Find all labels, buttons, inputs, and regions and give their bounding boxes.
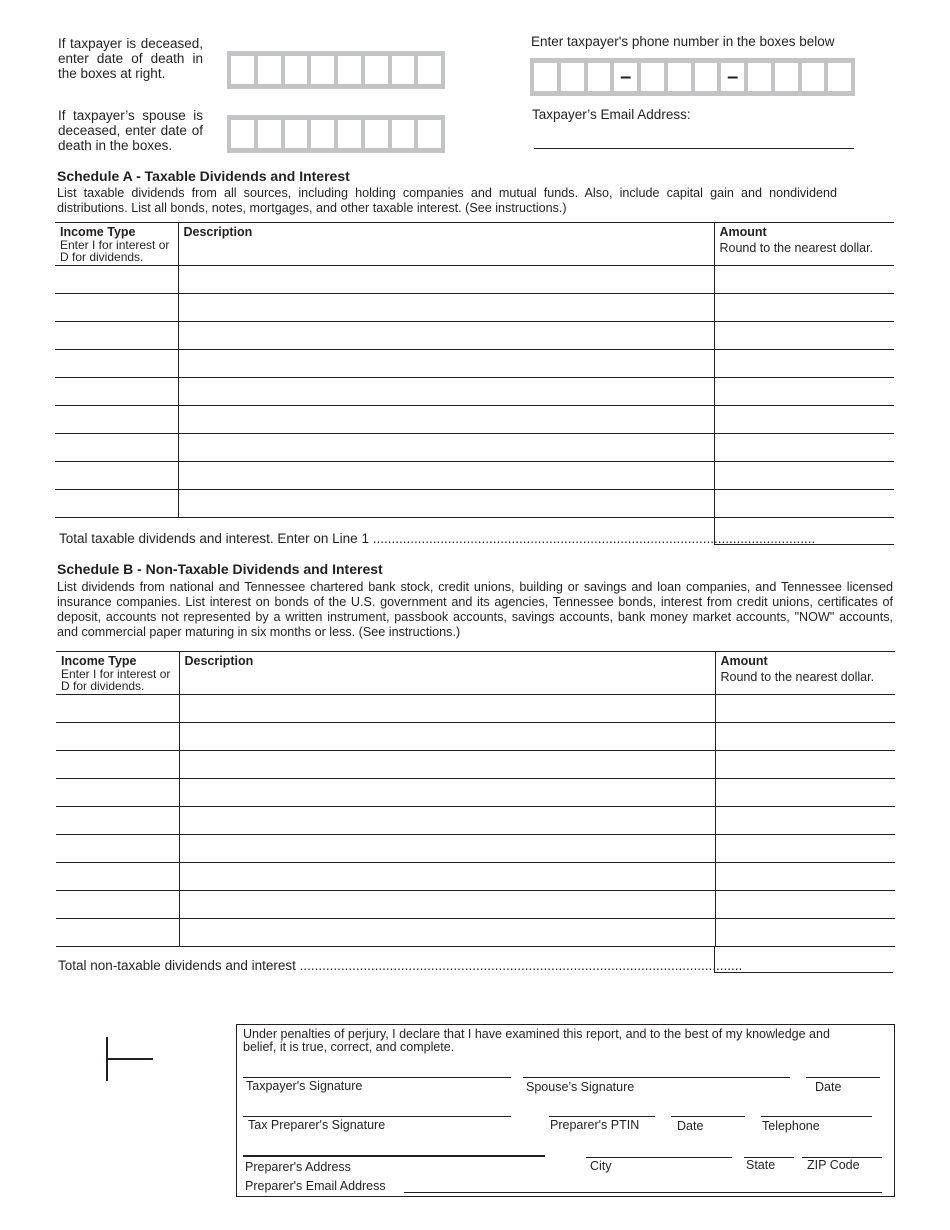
phone-box[interactable] bbox=[748, 63, 771, 91]
income-type-cell[interactable] bbox=[56, 723, 179, 751]
description-header: Description bbox=[179, 652, 715, 695]
description-cell[interactable] bbox=[178, 294, 714, 322]
date-box[interactable] bbox=[392, 120, 415, 148]
amount-cell[interactable] bbox=[715, 863, 895, 891]
taxpayer-date-line[interactable] bbox=[806, 1077, 880, 1078]
table-row[interactable] bbox=[56, 863, 895, 891]
schedule-b-description: List dividends from national and Tennessee chartered bank stock, credit unions, building or savings and loan companies, and Tennessee licensed insurance companies. List interest on bonds of the U.S. government and its agencies, Tennessee bonds, interest from credit unions, certificates of deposit, accounts not represented by a written instrument, passbook accounts, savings accounts, bank money market accounts, "NOW" accounts, and commercial paper maturing in six months or less. (See instructions.) bbox=[57, 580, 893, 639]
amount-cell[interactable] bbox=[714, 406, 894, 434]
schedule-a-description: List taxable dividends from all sources, including holding companies and mutual funds. Also, include capital gain and nondividend distributions. List all bonds, notes, mortgages, and other taxable interest. (See instructions.) bbox=[57, 186, 837, 215]
schedule-b-total-amount[interactable] bbox=[714, 946, 893, 973]
table-row[interactable] bbox=[55, 462, 894, 490]
phone-box[interactable] bbox=[695, 63, 718, 91]
description-cell[interactable] bbox=[179, 751, 715, 779]
amount-cell[interactable] bbox=[715, 779, 895, 807]
table-row[interactable] bbox=[55, 434, 894, 462]
phone-number-boxes[interactable] bbox=[530, 58, 855, 96]
table-row[interactable] bbox=[55, 350, 894, 378]
perjury-declaration: Under penalties of perjury, I declare that I have examined this report, and to the best of my knowledge and belief, it is true, correct, and complete. bbox=[243, 1027, 830, 1054]
description-cell[interactable] bbox=[178, 378, 714, 406]
income-type-cell[interactable] bbox=[55, 490, 178, 518]
schedule-a-title: Schedule A - Taxable Dividends and Interest bbox=[57, 168, 350, 184]
amount-cell[interactable] bbox=[715, 751, 895, 779]
description-cell[interactable] bbox=[178, 266, 714, 294]
city-label: City bbox=[590, 1159, 612, 1173]
amount-cell[interactable] bbox=[714, 322, 894, 350]
phone-label: Enter taxpayer's phone number in the boxes below bbox=[531, 34, 835, 49]
description-cell[interactable] bbox=[178, 490, 714, 518]
date-box[interactable] bbox=[338, 120, 361, 148]
spouse-death-date-boxes[interactable] bbox=[227, 115, 445, 153]
income-type-cell[interactable] bbox=[56, 835, 179, 863]
amount-cell[interactable] bbox=[715, 891, 895, 919]
income-type-cell[interactable] bbox=[55, 350, 178, 378]
preparer-ptin-label: Preparer's PTIN bbox=[550, 1118, 640, 1132]
date-box[interactable] bbox=[365, 120, 388, 148]
state-label: State bbox=[746, 1158, 776, 1172]
phone-box[interactable] bbox=[641, 63, 664, 91]
preparer-signature-label: Tax Preparer's Signature bbox=[248, 1118, 386, 1132]
income-type-cell[interactable] bbox=[55, 378, 178, 406]
spouse-signature-line[interactable] bbox=[523, 1077, 790, 1078]
amount-cell[interactable] bbox=[715, 807, 895, 835]
taxpayer-signature-label: Taxpayer's Signature bbox=[246, 1079, 363, 1093]
amount-cell[interactable] bbox=[715, 695, 895, 723]
date-box[interactable] bbox=[365, 56, 388, 84]
date-box[interactable] bbox=[258, 56, 281, 84]
taxpayer-date-label: Date bbox=[815, 1080, 842, 1094]
registration-mark-horizontal bbox=[106, 1058, 153, 1060]
telephone-label: Telephone bbox=[762, 1119, 820, 1133]
table-row[interactable] bbox=[56, 723, 895, 751]
income-type-cell[interactable] bbox=[55, 406, 178, 434]
amount-header: Amount Round to the nearest dollar. bbox=[715, 652, 895, 695]
email-line[interactable] bbox=[534, 148, 854, 149]
phone-separator: – bbox=[721, 63, 744, 91]
income-type-cell[interactable] bbox=[55, 434, 178, 462]
preparer-signature-line[interactable] bbox=[243, 1116, 511, 1117]
date-box[interactable] bbox=[311, 56, 334, 84]
table-row[interactable] bbox=[56, 695, 895, 723]
description-cell[interactable] bbox=[179, 835, 715, 863]
schedule-b-table bbox=[56, 651, 895, 947]
preparer-ptin-line[interactable] bbox=[549, 1116, 655, 1117]
phone-box[interactable] bbox=[534, 63, 557, 91]
table-row[interactable] bbox=[55, 378, 894, 406]
amount-cell[interactable] bbox=[714, 378, 894, 406]
preparer-address-label: Preparer's Address bbox=[245, 1160, 351, 1174]
description-cell[interactable] bbox=[178, 406, 714, 434]
description-cell[interactable] bbox=[179, 723, 715, 751]
table-row[interactable] bbox=[55, 294, 894, 322]
table-row[interactable] bbox=[55, 322, 894, 350]
spouse-death-label: If taxpayer’s spouse is deceased, enter date of death in the boxes. bbox=[58, 108, 203, 153]
date-box[interactable] bbox=[418, 56, 441, 84]
date-box[interactable] bbox=[285, 56, 308, 84]
date-box[interactable] bbox=[231, 120, 254, 148]
income-type-cell[interactable] bbox=[56, 751, 179, 779]
date-box[interactable] bbox=[311, 120, 334, 148]
income-type-cell[interactable] bbox=[56, 863, 179, 891]
email-label: Taxpayer’s Email Address: bbox=[532, 107, 691, 122]
schedule-b-total-label: Total non-taxable dividends and interest ...................................................................................................................... bbox=[58, 958, 743, 973]
description-cell[interactable] bbox=[178, 434, 714, 462]
preparer-date-label: Date bbox=[677, 1119, 704, 1133]
phone-separator: – bbox=[614, 63, 637, 91]
description-cell[interactable] bbox=[179, 807, 715, 835]
amount-cell[interactable] bbox=[714, 490, 894, 518]
preparer-email-label: Preparer's Email Address bbox=[245, 1179, 386, 1193]
amount-cell[interactable] bbox=[714, 294, 894, 322]
date-box[interactable] bbox=[418, 120, 441, 148]
table-row[interactable] bbox=[56, 891, 895, 919]
table-row[interactable] bbox=[56, 779, 895, 807]
table-row[interactable] bbox=[56, 835, 895, 863]
income-type-cell[interactable] bbox=[56, 695, 179, 723]
date-box[interactable] bbox=[258, 120, 281, 148]
amount-cell[interactable] bbox=[715, 723, 895, 751]
schedule-a-total-amount[interactable] bbox=[714, 517, 894, 545]
amount-cell[interactable] bbox=[715, 919, 895, 947]
zip-label: ZIP Code bbox=[807, 1158, 860, 1172]
spouse-signature-label: Spouse’s Signature bbox=[526, 1080, 635, 1094]
income-type-cell[interactable] bbox=[55, 266, 178, 294]
schedule-a-total-label: Total taxable dividends and interest. Enter on Line 1 ...................................................................................................................... bbox=[59, 531, 816, 546]
amount-header: Amount Round to the nearest dollar. bbox=[714, 223, 894, 266]
preparer-email-line[interactable] bbox=[404, 1192, 882, 1193]
amount-cell[interactable] bbox=[714, 350, 894, 378]
income-type-cell[interactable] bbox=[55, 322, 178, 350]
preparer-date-line[interactable] bbox=[671, 1116, 745, 1117]
description-cell[interactable] bbox=[179, 863, 715, 891]
schedule-b-title: Schedule B - Non-Taxable Dividends and Interest bbox=[57, 561, 383, 577]
amount-cell[interactable] bbox=[714, 266, 894, 294]
taxpayer-death-date-boxes[interactable] bbox=[227, 51, 445, 89]
description-cell[interactable] bbox=[179, 891, 715, 919]
taxpayer-death-label: If taxpayer is deceased, enter date of death in the boxes at right. bbox=[58, 36, 203, 81]
amount-cell[interactable] bbox=[714, 434, 894, 462]
schedule-a-header-row bbox=[55, 223, 894, 266]
schedule-a-table bbox=[55, 222, 894, 518]
phone-box[interactable] bbox=[668, 63, 691, 91]
table-row[interactable] bbox=[55, 406, 894, 434]
city-line[interactable] bbox=[586, 1157, 732, 1158]
phone-box[interactable] bbox=[588, 63, 611, 91]
income-type-cell[interactable] bbox=[56, 807, 179, 835]
telephone-line[interactable] bbox=[761, 1116, 872, 1117]
description-cell[interactable] bbox=[179, 779, 715, 807]
description-cell[interactable] bbox=[179, 695, 715, 723]
phone-box[interactable] bbox=[561, 63, 584, 91]
preparer-address-line[interactable] bbox=[243, 1155, 545, 1157]
phone-box[interactable] bbox=[828, 63, 851, 91]
description-cell[interactable] bbox=[178, 322, 714, 350]
date-box[interactable] bbox=[338, 56, 361, 84]
income-type-cell[interactable] bbox=[55, 294, 178, 322]
phone-box[interactable] bbox=[802, 63, 825, 91]
income-type-header: Income Type Enter I for interest or D for dividends. bbox=[56, 652, 179, 695]
taxpayer-signature-line[interactable] bbox=[243, 1077, 511, 1078]
table-row[interactable] bbox=[56, 919, 895, 947]
table-row[interactable] bbox=[56, 751, 895, 779]
date-box[interactable] bbox=[392, 56, 415, 84]
date-box[interactable] bbox=[285, 120, 308, 148]
amount-cell[interactable] bbox=[714, 462, 894, 490]
description-cell[interactable] bbox=[179, 919, 715, 947]
description-cell[interactable] bbox=[178, 462, 714, 490]
table-row[interactable] bbox=[55, 266, 894, 294]
table-row[interactable] bbox=[55, 490, 894, 518]
description-cell[interactable] bbox=[178, 350, 714, 378]
date-box[interactable] bbox=[231, 56, 254, 84]
income-type-cell[interactable] bbox=[56, 891, 179, 919]
schedule-b-header-row bbox=[56, 652, 895, 695]
table-row[interactable] bbox=[56, 807, 895, 835]
income-type-cell[interactable] bbox=[56, 919, 179, 947]
income-type-cell[interactable] bbox=[56, 779, 179, 807]
income-type-cell[interactable] bbox=[55, 462, 178, 490]
amount-cell[interactable] bbox=[715, 835, 895, 863]
description-header: Description bbox=[178, 223, 714, 266]
phone-box[interactable] bbox=[775, 63, 798, 91]
income-type-header: Income Type Enter I for interest or D for dividends. bbox=[55, 223, 178, 266]
